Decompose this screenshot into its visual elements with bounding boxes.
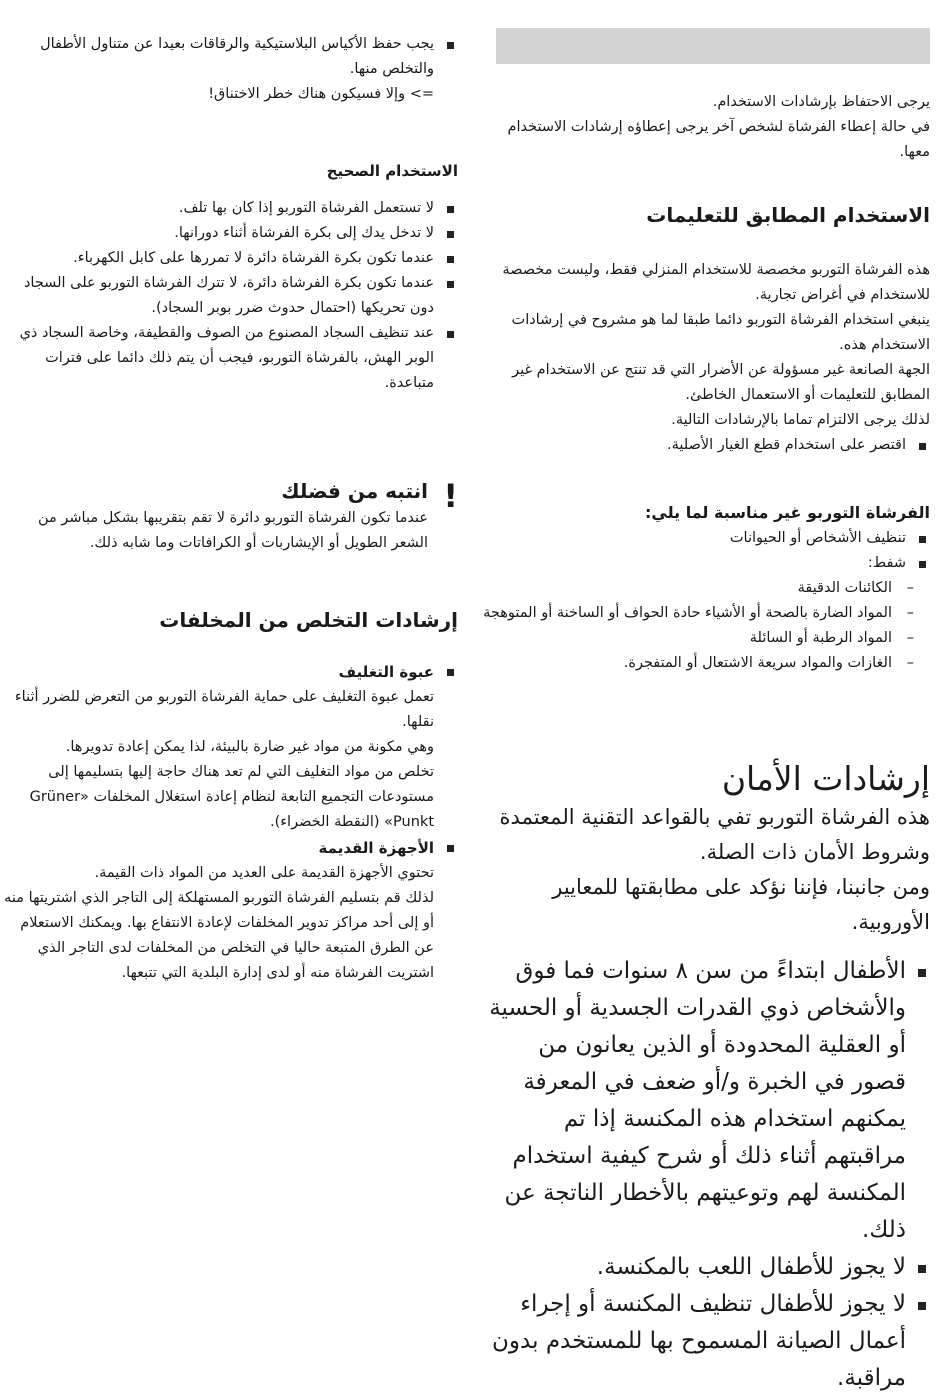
list-item: لا تستعمل الفرشاة التوربو إذا كان بها تلف.	[0, 196, 458, 221]
attention-heading: انتبه من فضلك	[281, 479, 428, 503]
safety-para: هذه الفرشاة التوربو تفي بالقواعد التقنية المعتمدة وشروط الأمان ذات الصلة.	[499, 805, 930, 864]
intended-use-para: الجهة الصانعة غير مسؤولة عن الأضرار التي قد تنتج عن الاستخدام غير المطابق للتعليمات أو الاستعمال الخاطئ.	[512, 362, 930, 403]
list-item: تنظيف الأشخاص أو الحيوانات	[478, 526, 930, 551]
safety-intro	[478, 800, 930, 940]
list-item: لا يجوز للأطفال تنظيف المكنسة أو إجراء أعمال الصيانة المسموح بها للمستخدم بدون مراقبة.	[478, 1286, 930, 1397]
disposal-section	[0, 659, 458, 986]
intended-use-heading: الاستخدام المطابق للتعليمات	[646, 203, 930, 227]
correct-use-list	[0, 196, 458, 396]
list-item: عند تنظيف السجاد المصنوع من الصوف والقطيفة، وخاصة السجاد ذي الوبر الهش، بالفرشاة التوربو، فيجب أن يتم ذلك دائما على فترات متباعدة.	[0, 321, 458, 396]
list-item: لا تدخل يدك إلى بكرة الفرشاة أثناء دورانها.	[0, 221, 458, 246]
safety-para: ومن جانبنا، فإننا نؤكد على مطابقتها للمعايير الأوروبية.	[552, 875, 930, 934]
old-appliances-heading: الأجهزة القديمة	[0, 835, 458, 861]
safety-list	[478, 953, 930, 1397]
packaging-para: تعمل عبوة التغليف على حماية الفرشاة التوربو من التعرض للضرر أثناء نقلها.	[14, 689, 434, 730]
exclamation-icon: !	[443, 477, 458, 515]
choking-warning	[0, 32, 458, 107]
intended-use-para: هذه الفرشاة التوربو مخصصة للاستخدام المنزلي فقط، وليست مخصصة للاستخدام في أغراض تجارية.	[502, 262, 930, 303]
list-item: شفط:	[478, 551, 930, 576]
safety-heading: إرشادات الأمان	[721, 759, 930, 798]
list-item: عندما تكون بكرة الفرشاة دائرة، لا تترك الفرشاة التوربو على السجاد دون تحريكها (احتمال حدوث ضرر بوبر السجاد).	[0, 271, 458, 321]
header-bar	[496, 28, 930, 64]
sub-item: – المواد الرطبة أو السائلة	[478, 626, 930, 651]
choking-warning-note: => وإلا فسيكون هناك خطر الاختناق!	[208, 86, 434, 102]
packaging-heading: عبوة التغليف	[0, 659, 458, 685]
intended-use-para: ينبغي استخدام الفرشاة التوربو دائما طبقا لما هو مشروح في إرشادات الاستخدام هذه.	[511, 312, 930, 353]
intro-line: في حالة إعطاء الفرشاة لشخص آخر يرجى إعطاؤه إرشادات الاستخدام معها.	[507, 119, 930, 160]
unsuitable-heading: الفرشاة التوربو غير مناسبة لما يلي:	[645, 503, 930, 522]
intended-use-para: لذلك يرجى الالتزام تماما بالإرشادات التالية.	[671, 412, 930, 428]
packaging-para: وهي مكونة من مواد غير ضارة بالبيئة، لذا يمكن إعادة تدويرها.	[65, 739, 434, 755]
sub-item: – المواد الضارة بالصحة أو الأشياء حادة الحواف أو الساخنة أو المتوهجة	[478, 601, 930, 626]
packaging-para: تخلص من مواد التغليف التي لم تعد هناك حاجة إليها بتسليمها إلى مستودعات التجميع التابعة لنظام إعادة استغلال المخلفات «Grüner Punkt» (النقطة الخضراء).	[29, 764, 434, 830]
unsuitable-list	[478, 526, 930, 676]
old-appliances-para: لذلك قم بتسليم الفرشاة التوربو المستهلكة إلى التاجر الذي اشتريتها منه أو إلى أحد مراكز تدوير المخلفات لإعادة الانتفاع بها. ويمكنك الاستعلام عن الطرق المتبعة حاليا في التخلص من المخلفات لدى التاجر الذي اشتريت الفرشاة منه أو لدى إدارة البلدية التي تتبعها.	[4, 890, 434, 981]
sub-item: – الغازات والمواد سريعة الاشتعال أو المتفجرة.	[478, 651, 930, 676]
choking-warning-bullet: يجب حفظ الأكياس البلاستيكية والرقاقات بعيدا عن متناول الأطفال والتخلص منها.	[0, 32, 458, 82]
list-item: الأطفال ابتداءً من سن ٨ سنوات فما فوق والأشخاص ذوي القدرات الجسدية أو الحسية أو العقلية المحدودة أو الذين يعانون من قصور في الخبرة و/أو ضعف في المعرفة يمكنهم استخدام هذه المكنسة إذا تم مراقبتهم أثناء ذلك أو شرح كيفية استخدام المكنسة لهم وتوعيتهم بالأخطار الناتجة عن ذلك.	[478, 953, 930, 1249]
correct-use-heading: الاستخدام الصحيح	[326, 162, 458, 180]
attention-box	[0, 476, 458, 556]
sub-item: – الكائنات الدقيقة	[478, 576, 930, 601]
intro	[478, 90, 930, 165]
list-item: لا يجوز للأطفال اللعب بالمكنسة.	[478, 1249, 930, 1286]
list-item: عندما تكون بكرة الفرشاة دائرة لا تمررها على كابل الكهرباء.	[0, 246, 458, 271]
intro-line: يرجى الاحتفاظ بإرشادات الاستخدام.	[712, 94, 930, 110]
attention-text: عندما تكون الفرشاة التوربو دائرة لا تقم بتقريبها بشكل مباشر من الشعر الطويل أو الإيشاربات أو الكرافاتات وما شابه ذلك.	[37, 510, 428, 551]
intended-use-bullet: اقتصر على استخدام قطع الغيار الأصلية.	[478, 433, 930, 458]
intended-use-section	[478, 258, 930, 458]
old-appliances-para: تحتوي الأجهزة القديمة على العديد من المواد ذات القيمة.	[94, 865, 434, 881]
disposal-heading: إرشادات التخلص من المخلفات	[159, 608, 458, 632]
